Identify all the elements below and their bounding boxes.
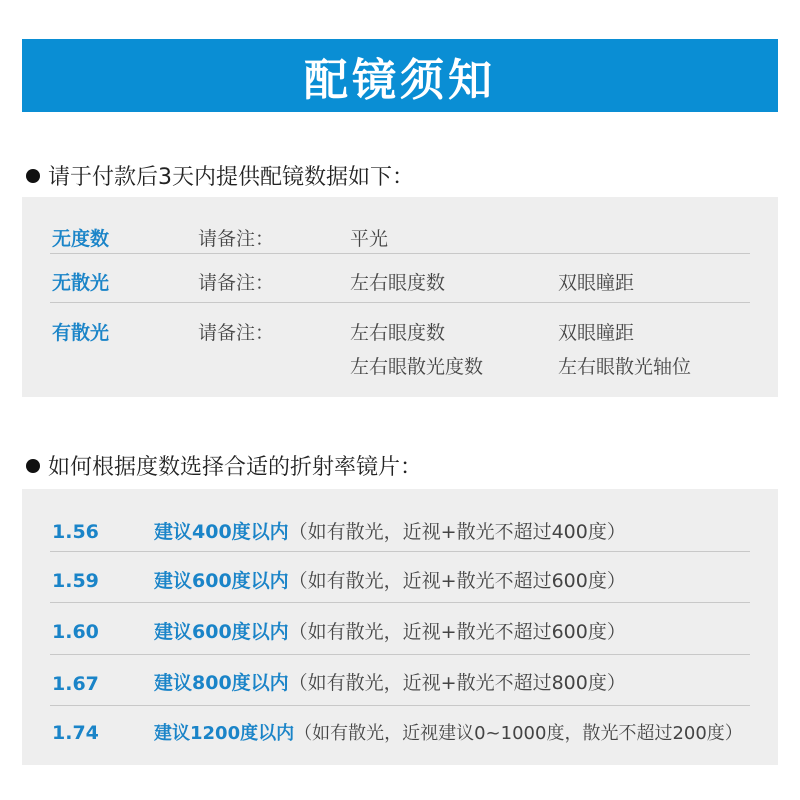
row-label: 请备注： xyxy=(198,228,275,250)
lens-note: （如有散光，近视+散光不超过600度） xyxy=(288,570,626,592)
table-row xyxy=(50,303,750,399)
lens-suggest: 建议800度以内 xyxy=(154,672,289,694)
row-item: 平光 xyxy=(350,228,389,250)
row-item: 左右眼度数 xyxy=(350,322,446,344)
section-heading-text: 请于付款后3天内提供配镜数据如下： xyxy=(48,165,414,190)
lens-index: 1.60 xyxy=(52,621,99,643)
bullet-icon xyxy=(26,459,40,473)
row-label: 请备注： xyxy=(198,322,275,344)
lens-note: （如有散光，近视+散光不超过600度） xyxy=(288,621,626,643)
lens-note: （如有散光，近视+散光不超过800度） xyxy=(288,672,626,694)
table-row xyxy=(50,197,750,254)
lens-index: 1.56 xyxy=(52,521,99,543)
lens-index-panel xyxy=(22,489,778,765)
table-row xyxy=(50,489,750,552)
lens-suggest: 建议400度以内 xyxy=(154,521,289,543)
lens-suggestion xyxy=(154,517,626,544)
section-heading-lens xyxy=(26,450,422,481)
row-item: 左右眼度数 xyxy=(350,272,446,294)
table-row xyxy=(50,603,750,655)
data-requirements-panel xyxy=(22,197,778,397)
row-key: 无度数 xyxy=(52,228,110,250)
bullet-icon xyxy=(26,169,40,183)
lens-note: （如有散光，近视建议0~1000度，散光不超过200度） xyxy=(294,723,743,744)
lens-suggest: 建议600度以内 xyxy=(154,621,289,643)
table-row xyxy=(50,655,750,706)
row-item: 双眼瞳距 xyxy=(558,272,635,294)
table-row xyxy=(50,552,750,603)
row-item: 双眼瞳距 xyxy=(558,322,635,344)
table-row xyxy=(50,706,750,766)
banner-title: 配镜须知 xyxy=(304,54,496,106)
table-row xyxy=(50,254,750,303)
lens-note: （如有散光，近视+散光不超过400度） xyxy=(288,521,626,543)
lens-index: 1.67 xyxy=(52,673,99,695)
lens-suggestion xyxy=(154,617,626,644)
lens-suggest: 建议1200度以内 xyxy=(154,723,295,744)
row-item: 左右眼散光度数 xyxy=(350,356,484,378)
title-banner xyxy=(22,39,778,112)
row-label: 请备注： xyxy=(198,272,275,294)
lens-suggestion xyxy=(154,668,626,695)
lens-index: 1.59 xyxy=(52,570,99,592)
lens-suggestion xyxy=(154,719,743,745)
lens-index: 1.74 xyxy=(52,722,99,744)
section-heading-text: 如何根据度数选择合适的折射率镜片： xyxy=(48,455,423,480)
row-key: 无散光 xyxy=(52,272,110,294)
row-item: 左右眼散光轴位 xyxy=(558,356,692,378)
row-key: 有散光 xyxy=(52,322,110,344)
section-heading-data xyxy=(26,160,414,191)
lens-suggestion xyxy=(154,566,626,593)
lens-suggest: 建议600度以内 xyxy=(154,570,289,592)
